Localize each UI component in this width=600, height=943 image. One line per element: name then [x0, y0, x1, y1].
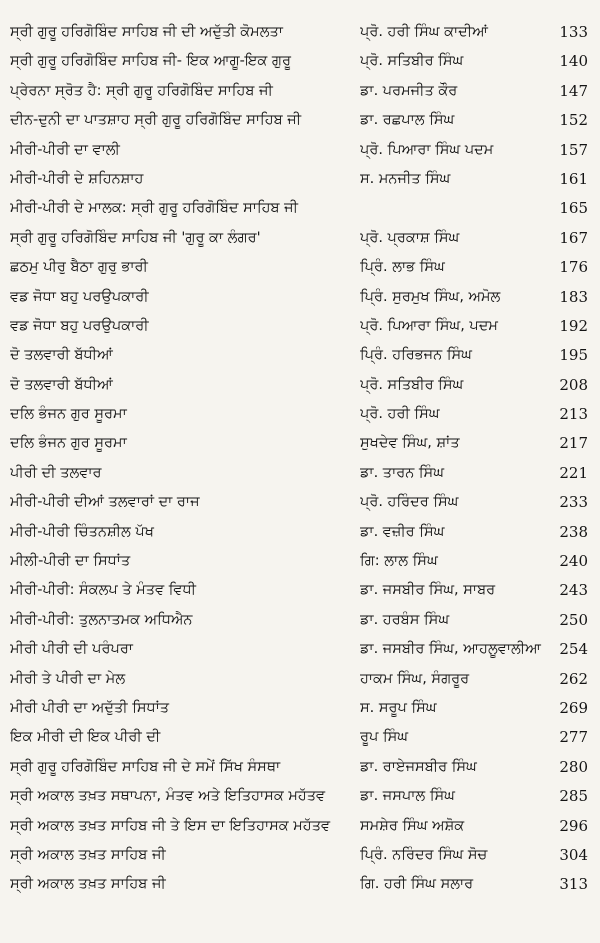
toc-entry	[0, 224, 600, 253]
toc-entry-author: ਸ. ਮਨਜੀਤ ਸਿੰਘ	[360, 170, 451, 187]
toc-entry-title: ਪੀਰੀ ਦੀ ਤਲਵਾਰ	[10, 464, 102, 481]
toc-entry-page-number: 238	[559, 522, 588, 541]
toc-entry-page-number: 152	[559, 111, 588, 130]
toc-entry	[0, 665, 600, 694]
toc-entry-page-number: 240	[559, 552, 588, 571]
toc-entry-title: ਵਡ ਜੋਧਾ ਬਹੁ ਪਰਉਪਕਾਰੀ	[10, 317, 149, 334]
toc-entry	[0, 47, 600, 76]
toc-entry-title: ਸ੍ਰੀ ਗੁਰੂ ਹਰਿਗੋਬਿੰਦ ਸਾਹਿਬ ਜੀ ਦੇ ਸਮੇਂ ਸਿੱਖ ਸੰਸਥਾ	[10, 758, 281, 775]
toc-entry-page-number: 250	[559, 610, 588, 629]
toc-entry-page-number: 296	[559, 816, 588, 835]
toc-entry-title: ਸ੍ਰੀ ਗੁਰੂ ਹਰਿਗੋਬਿੰਦ ਸਾਹਿਬ ਜੀ ਦੀ ਅਦੁੱਤੀ ਕੋਮਲਤਾ	[10, 24, 283, 40]
toc-entry-author: ਪ੍ਰੋ. ਪ੍ਰਕਾਸ਼ ਸਿੰਘ	[360, 229, 460, 246]
toc-entry-author: ਡਾ. ਤਾਰਨ ਸਿੰਘ	[360, 464, 444, 481]
toc-entry-author: ਡਾ. ਜਸਪਾਲ ਸਿੰਘ	[360, 788, 455, 805]
toc-entry	[0, 283, 600, 312]
toc-entry-title: ਇਕ ਮੀਰੀ ਦੀ ਇਕ ਪੀਰੀ ਦੀ	[10, 729, 161, 746]
toc-entry	[0, 341, 600, 370]
toc-entry-page-number: 161	[559, 169, 588, 188]
toc-entry	[0, 165, 600, 194]
toc-entry	[0, 576, 600, 605]
toc-entry-author: ਪ੍ਰੋ. ਸਤਿਬੀਰ ਸਿੰਘ	[360, 53, 464, 70]
toc-entry-title: ਮੀਰੀ-ਪੀਰੀ ਦੀਆਂ ਤਲਵਾਰਾਂ ਦਾ ਰਾਜ	[10, 494, 200, 511]
toc-entry-title: ਮੀਰੀ-ਪੀਰੀ ਦੇ ਮਾਲਕ: ਸ੍ਰੀ ਗੁਰੂ ਹਰਿਗੋਬਿੰਦ ਸਾਹਿਬ ਜੀ	[10, 200, 299, 217]
toc-entry-page-number: 176	[559, 258, 588, 277]
toc-entry	[0, 459, 600, 488]
toc-entry	[0, 136, 600, 165]
toc-entry-title: ਸ੍ਰੀ ਗੁਰੂ ਹਰਿਗੋਬਿੰਦ ਸਾਹਿਬ ਜੀ 'ਗੁਰੂ ਕਾ ਲੰਗਰ'	[10, 229, 261, 246]
toc-entry-author: ਡਾ. ਪਰਮਜੀਤ ਕੌਰ	[360, 82, 458, 99]
toc-entry-title: ਸ੍ਰੀ ਅਕਾਲ ਤਖ਼ਤ ਸਥਾਪਨਾ, ਮੰਤਵ ਅਤੇ ਇਤਿਹਾਸਕ ਮਹੱਤਵ	[10, 788, 326, 805]
toc-entry-author: ਡਾ. ਜਸਬੀਰ ਸਿੰਘ, ਆਹਲੂਵਾਲੀਆ	[360, 641, 541, 658]
toc-entry-author: ਡਾ. ਵਜ਼ੀਰ ਸਿੰਘ	[360, 523, 445, 540]
toc-entry-page-number: 213	[559, 405, 588, 424]
toc-entry	[0, 870, 600, 899]
toc-entry	[0, 253, 600, 282]
toc-entry	[0, 77, 600, 106]
toc-entry-title: ਮੀਰੀ-ਪੀਰੀ: ਤੁਲਨਾਤਮਕ ਅਧਿਐਨ	[10, 611, 193, 628]
toc-entry-page-number: 192	[559, 316, 588, 335]
toc-entry-title: ਮੀਰੀ-ਪੀਰੀ ਦਾ ਵਾਲੀ	[10, 141, 120, 158]
toc-entry-title: ਦੀਨ-ਦੁਨੀ ਦਾ ਪਾਤਸ਼ਾਹ ਸ੍ਰੀ ਗੁਰੂ ਹਰਿਗੋਬਿੰਦ ਸਾਹਿਬ ਜੀ	[10, 112, 302, 129]
toc-entry	[0, 841, 600, 870]
toc-entry-author: ਪ੍ਰਿੰ. ਸੁਰਮੁਖ ਸਿੰਘ, ਅਮੋਲ	[360, 288, 501, 305]
toc-entry-page-number: 313	[559, 875, 588, 894]
toc-entry-page-number: 157	[559, 140, 588, 159]
toc-entry-page-number: 262	[559, 669, 588, 688]
toc-entry-title: ਸ੍ਰੀ ਗੁਰੂ ਹਰਿਗੋਬਿੰਦ ਸਾਹਿਬ ਜੀ- ਇਕ ਆਗੂ-ਇਕ ਗੁਰੂ	[10, 53, 291, 70]
toc-entry-title: ਦੋ ਤਲਵਾਰੀ ਬੱਧੀਆਂ	[10, 347, 113, 364]
toc-entry	[0, 694, 600, 723]
toc-entry-page-number: 304	[559, 845, 588, 864]
toc-entry-page-number: 208	[559, 375, 588, 394]
toc-entry-author: ਪ੍ਰੋ. ਪਿਆਰਾ ਸਿੰਘ ਪਦਮ	[360, 141, 494, 158]
toc-entry	[0, 723, 600, 752]
toc-entry	[0, 753, 600, 782]
toc-entry-author: ਪ੍ਰੋ. ਹਰੀ ਸਿੰਘ	[360, 406, 440, 423]
toc-entry	[0, 18, 600, 47]
toc-entry-author: ਰੂਪ ਸਿੰਘ	[360, 729, 409, 746]
toc-entry-author: ਪ੍ਰਿੰ. ਹਰਿਭਜਨ ਸਿੰਘ	[360, 347, 472, 364]
toc-entry-author: ਡਾ. ਰਛਪਾਲ ਸਿੰਘ	[360, 112, 455, 129]
toc-entry	[0, 312, 600, 341]
toc-entry	[0, 371, 600, 400]
toc-entry-author: ਗਿ: ਲਾਲ ਸਿੰਘ	[360, 553, 438, 570]
toc-entry	[0, 400, 600, 429]
toc-entry-title: ਛਠਮੁ ਪੀਰੁ ਬੈਠਾ ਗੁਰੁ ਭਾਰੀ	[10, 259, 148, 276]
toc-entry	[0, 488, 600, 517]
toc-entry-title: ਸ੍ਰੀ ਅਕਾਲ ਤਖ਼ਤ ਸਾਹਿਬ ਜੀ ਤੇ ਇਸ ਦਾ ਇਤਿਹਾਸਕ ਮਹੱਤਵ	[10, 817, 331, 834]
toc-entry-title: ਮੀਰੀ ਤੇ ਪੀਰੀ ਦਾ ਮੇਲ	[10, 670, 126, 687]
toc-entry-page-number: 254	[559, 640, 588, 659]
toc-entry	[0, 635, 600, 664]
toc-entry	[0, 106, 600, 135]
toc-entry-title: ਵਡ ਜੋਧਾ ਬਹੁ ਪਰਉਪਕਾਰੀ	[10, 288, 149, 305]
toc-entry	[0, 194, 600, 223]
toc-entry-title: ਸ੍ਰੀ ਅਕਾਲ ਤਖ਼ਤ ਸਾਹਿਬ ਜੀ	[10, 846, 166, 863]
toc-entry-page-number: 165	[559, 199, 588, 218]
toc-entry-page-number: 183	[559, 287, 588, 306]
toc-entry-title: ਸ੍ਰੀ ਅਕਾਲ ਤਖ਼ਤ ਸਾਹਿਬ ਜੀ	[10, 876, 166, 893]
toc-entry-title: ਦਲਿ ਭੰਜਨ ਗੁਰ ਸੂਰਮਾ	[10, 435, 127, 452]
toc-entry-author: ਸੁਖਦੇਵ ਸਿੰਘ, ਸ਼ਾਂਤ	[360, 435, 460, 452]
toc-entry-author: ਹਾਕਮ ਸਿੰਘ, ਸੰਗਰੂਰ	[360, 670, 470, 687]
toc-entry	[0, 782, 600, 811]
toc-entry-title: ਮੀਰੀ ਪੀਰੀ ਦੀ ਪਰੰਪਰਾ	[10, 641, 133, 658]
toc-entry-page-number: 147	[559, 81, 588, 100]
table-of-contents	[0, 18, 600, 900]
toc-entry	[0, 429, 600, 458]
toc-entry-author: ਡਾ. ਰਾਏਜਸਬੀਰ ਸਿੰਘ	[360, 758, 477, 775]
toc-entry-author: ਪ੍ਰੋ. ਸਤਿਬੀਰ ਸਿੰਘ	[360, 376, 464, 393]
toc-entry-page-number: 243	[559, 581, 588, 600]
toc-entry-title: ਮੀਰੀ-ਪੀਰੀ: ਸੰਕਲਪ ਤੇ ਮੰਤਵ ਵਿਧੀ	[10, 582, 197, 599]
toc-entry	[0, 547, 600, 576]
toc-entry-author: ਸਮਸ਼ੇਰ ਸਿੰਘ ਅਸ਼ੋਕ	[360, 817, 465, 834]
toc-entry-page-number: 221	[559, 463, 588, 482]
toc-entry-title: ਦੋ ਤਲਵਾਰੀ ਬੱਧੀਆਂ	[10, 376, 113, 393]
toc-entry-author: ਗਿ. ਹਰੀ ਸਿੰਘ ਸਲਾਰ	[360, 876, 474, 893]
toc-entry-page-number: 269	[559, 698, 588, 717]
toc-entry-title: ਮੀਰੀ-ਪੀਰੀ ਦੇ ਸ਼ਹਿਨਸ਼ਾਹ	[10, 170, 144, 187]
toc-entry-page-number: 285	[559, 787, 588, 806]
toc-entry-author: ਪ੍ਰਿੰ. ਲਾਭ ਸਿੰਘ	[360, 259, 445, 276]
toc-entry	[0, 812, 600, 841]
toc-entry-page-number: 280	[559, 757, 588, 776]
toc-entry-title: ਮੀਰੀ-ਪੀਰੀ ਚਿੰਤਨਸ਼ੀਲ ਪੱਖ	[10, 523, 154, 540]
toc-entry-page-number: 195	[559, 346, 588, 365]
toc-entry-title: ਦਲਿ ਭੰਜਨ ਗੁਰ ਸੂਰਮਾ	[10, 406, 127, 423]
toc-entry	[0, 518, 600, 547]
toc-entry-page-number: 233	[559, 493, 588, 512]
toc-entry-title: ਮੀਰੀ ਪੀਰੀ ਦਾ ਅਦੁੱਤੀ ਸਿਧਾਂਤ	[10, 699, 170, 716]
toc-entry-author: ਡਾ. ਜਸਬੀਰ ਸਿੰਘ, ਸਾਬਰ	[360, 582, 496, 599]
toc-entry-page-number: 217	[559, 434, 588, 453]
toc-entry-page-number: 277	[559, 728, 588, 747]
toc-entry-author: ਸ. ਸਰੂਪ ਸਿੰਘ	[360, 699, 437, 716]
toc-entry-author: ਪ੍ਰਿੰ. ਨਰਿੰਦਰ ਸਿੰਘ ਸੋਚ	[360, 846, 488, 863]
toc-entry-title: ਮੀਲੀ-ਪੀਰੀ ਦਾ ਸਿਧਾਂਤ	[10, 553, 131, 570]
toc-entry	[0, 606, 600, 635]
toc-entry-author: ਡਾ. ਹਰਬੰਸ ਸਿੰਘ	[360, 611, 450, 628]
toc-entry-page-number: 133	[559, 23, 588, 41]
toc-entry-page-number: 167	[559, 228, 588, 247]
toc-entry-author: ਪ੍ਰੋ. ਪਿਆਰਾ ਸਿੰਘ, ਪਦਮ	[360, 317, 498, 334]
toc-entry-title: ਪ੍ਰੇਰਨਾ ਸ੍ਰੋਤ ਹੈ: ਸ੍ਰੀ ਗੁਰੂ ਹਰਿਗੋਬਿੰਦ ਸਾਹਿਬ ਜੀ	[10, 82, 273, 99]
toc-entry-author: ਪ੍ਰੋ. ਹਰੀ ਸਿੰਘ ਕਾਦੀਆਂ	[360, 24, 488, 40]
toc-entry-author: ਪ੍ਰੋ. ਹਰਿੰਦਰ ਸਿੰਘ	[360, 494, 459, 511]
toc-entry-page-number: 140	[559, 52, 588, 71]
